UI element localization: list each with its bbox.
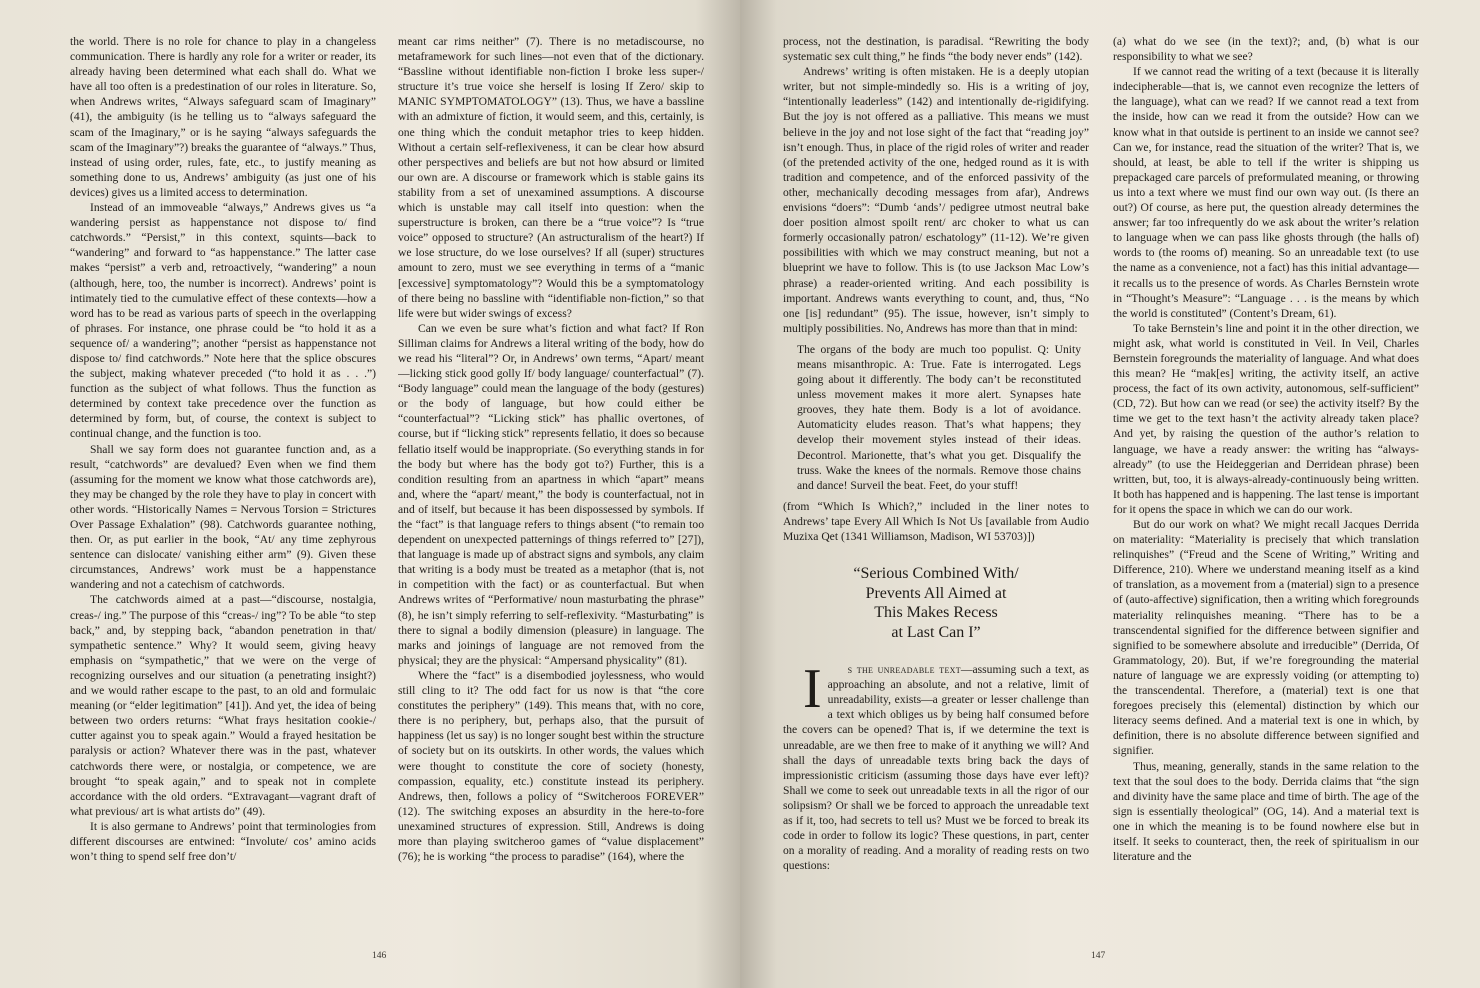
paragraph: To take Bernstein’s line and point it in the other direction, we might ask, what world is constituted in Veil. In Veil, Charles Bernstein foregrounds the materiality of language. And what does this mean? He “mak[es] writing, the activity itself, an active process, the fact of its own activity, autonomous, self-sufficient” (CD, 72). But how can we read (or see) the activity itself? By the time we get to the text hasn’t the activity already taken place? And yet, by raising the question of the author’s relation to language, we have a ready answer: the writing has “always-already” (to use the Heideggerian and Derridean phrase) been written, but, too, it is always-already-continuously being written. It both has happened and is happening. The last tense is important for it opens the space in which we can do our work. xyxy=(1113,321,1419,516)
paragraph: (a) what do we see (in the text)?; and, (b) what is our responsibility to what we see? xyxy=(1113,35,1419,64)
paragraph: It is also germane to Andrews’ point that terminologies from different discourses are entwined: “Involute/ cos’ amino acids won’t thing to spend self free don’t/ xyxy=(70,819,376,864)
paragraph: Shall we say form does not guarantee function and, as a result, “catchwords” are devalued? Even when we find them (assuming for the moment we know what those catchwords are), they may be changed by the role they have to play in concert with other words. “Historically Names = Nervous Torsion = Strictures Over Passage Exhalation” (98). Catchwords guarantee nothing, then. Or, as put earlier in the book, “At/ any time zephyrous sentence can dislocate/ vanishing either arm” (9). Given these circumstances, Andrews’ work must be a happenstance wandering and not a catechism of catchwords. xyxy=(70,442,376,592)
paragraph: Thus, meaning, generally, stands in the same relation to the text that the soul does to the body. Derrida claims that “the sign and divinity have the same place and time of birth. The age of the sign is essentially theological” (OG, 14). And a material text is one in which the meaning is to be found nowhere else but in itself. It seeks to counteract, then, the reek of spiritualism in our literature and the xyxy=(1113,759,1419,864)
lead-small-caps: s the unreadable text xyxy=(847,663,961,677)
paragraph: the world. There is no role for chance to play in a changeless communication. There is hardly any role for a writer or reader, its already having been determined what each shall do. What we have all too often is a predestination of our roles in literature. So, when Andrews writes, “Always safeguard scam of Imaginary” (41), the ambiguity (is he telling us to “always safeguard the scam of the Imaginary,” or is he saying “always safeguards the scam of the Imaginary”?) breaks the guarantee of “always.” Thus, instead of using order, rules, fate, etc., to justify meaning as something done to us, Andrews’ ambiguity (as just one of his devices) gives us a limited access to determination. xyxy=(70,35,376,199)
paragraph: meant car rims neither” (7). There is no metadiscourse, no metaframework for such lines—not even that of the dictionary. “Bassline without identifiable non-fiction I broke less super-/ structure it’s true voice she herself is losing If Zero/ skip to MANIC SYMPTOMATOLOGY” (13). Thus, we have a bassline with an admixture of fiction, it would seem, and this, certainly, is one thing which the conduit metaphor tries to keep hidden. Without a certain self-reflexiveness, it can be clear how absurd other perspectives and beliefs are but not how absurd or limited our own are. A discourse or framework which is stable gains its stability from a set of unexamined assumptions. A discourse which is unstable may call itself into question: when the superstructure is broken, can there be a “true voice”? Is “true voice” opposed to structure? (An astructuralism of the heart?) If we lose structure, do we lose ourselves? If all (super) structures amount to zero, must we see everything in terms of a “manic [excessive] symptomatology”? Would this be a symptomatology of there being no bassline with “identifiable non-fiction,” so that life were but wider swings of excess? xyxy=(398,35,704,320)
page-number: 146 xyxy=(372,951,387,961)
section-heading-line: Prevents All Aimed at xyxy=(865,584,1007,602)
paragraph: Where the “fact” is a disembodied joylessness, who would still cling to it? The odd fact for us now is that “the core constitutes the periphery” (149). This means that, with no core, there is no periphery, but, perhaps also, that the pursuit of happiness (let us say) is no longer sought best within the structure of society but on its outskirts. In other words, the values which were thought to constitute the core of society (honesty, compassion, equality, etc.) constitute instead its periphery. Andrews, then, follows a policy of “Switcheroos FOREVER” (12). The switching exposes an absurdity in the here-to-fore unexamined structures of expression. Still, Andrews is doing more than playing switcheroo games of “value displacement” (76); he is working “the process to paradise” (164), where the xyxy=(398,668,704,864)
paragraph: The catchwords aimed at a past—“discourse, nostalgia, creas-/ ing.” The purpose of this “creas-/ ing”? To be able “to step back,” and, by stepping back, “abandon penetration in that/ sympathetic sentence.” Why? It would seem, giving heavy emphasis on “sympathetic,” that we were on the verge of recognizing ourselves and our situation (a penetrating insight?) and we would rather escape to the past, to an old and formulaic meaning (or “elder legitimation” [41]). And yet, the idea of being between two orders returns: “What frays hesitation cookie-/ cutter against you to speak again.” Would a frayed hesitation be paralysis or action? Whatever there was in the past, whatever catchwords there were, or nostalgia, or competence, we are brought “to speak again,” and to speak not in complete accordance with the old orders. “Extravagant—vagrant draft of what previous/ art is what artists do” (49). xyxy=(70,593,376,818)
section-heading-line: “Serious Combined With/ xyxy=(853,565,1019,583)
paragraph: Instead of an immoveable “always,” Andrews gives us “a wandering persist as happenstance not dispose to/ find catchwords.” “Persist,” in this context, squints—back to “wandering” and forward to “as happenstance.” The latter case makes “persist” a verb and, retroactively, “wandering” a noun (although, here, too, the number is incorrect). Andrews’ point is intimately tied to the cumulative effect of these contexts—how a word has to be read as various parts of speech in the overlapping of phrases. For instance, one phrase could be “to hold it as a sequence of/ a wandering”; another “persist as happenstance not dispose to/ find catchwords.” Note here that the splice obscures the subject, making whatever preceded (“to hold it as . . .”) function as the subject of what follows. Thus the function as determined by context take precedence over the function as determined by form, but, of course, the context is subject to continual change, and the function is too. xyxy=(70,201,376,441)
paragraph: Can we even be sure what’s fiction and what fact? If Ron Silliman claims for Andrews a literal writing of the body, how do we read his “literal”? Or, in Andrews’ own terms, “Apart/ meant —licking stick good golly If/ body language/ counterfactual” (7). “Body language” could mean the language of the body (gestures) or the body of language, but how could either be “counterfactual”? “Licking stick” has phallic overtones, of course, but if “licking stick” represents fellatio, it does so because fellatio itself would be inappropriate. (So everything stands in for the body but where has the body got to?) Further, this is a condition resulting from an apartness in which “apart” means and, where the “apart/ meant,” the body is counterfactual, not in and of itself, but because it has been dispossessed by symbols. If the “fact” is that language refers to things absent (“to remain too dependent on unexpected patternings of things referred to” [27]), that language is made up of abstract signs and symbols, any claim that writing is a body must be treated as a metaphor (that is, not in competition with the fact) or as counterfactual. But when Andrews writes of “Performative/ noun masturbating the phrase” (8), he isn’t simply referring to self-reflexivity. “Masturbating” is there to signal a bodily dimension (pleasure) in language. The marks and joinings of language are not removed from the physical; they are the physical: “Ampersand physicality” (81). xyxy=(398,321,704,667)
block-quote: The organs of the body are much too populist. Q: Unity means misanthropic. A: True. Fate is interrogated. Legs going about it differently. The body can’t be reconstituted unless movement makes it more alert. Synapses hate grooves, they hate them. Body is a lot of avoidance. Automaticity eludes reason. That’s what happens; they develop their movement styles instead of their ideas. Decontrol. Marionette, that’s what you get. Disqualify the truss. Wake the knees of the normals. Remove those chains and dance! Surveil the beat. Feet, do your stuff! xyxy=(797,342,1081,492)
right-page xyxy=(740,0,1480,988)
section-heading-line: This Makes Recess xyxy=(874,604,998,622)
right-page-column-1 xyxy=(783,34,1089,873)
paragraph: But do our work on what? We might recall Jacques Derrida on materiality: “Materiality is precisely that which translation relinquishes” (“Freud and the Scene of Writing,” Writing and Difference, 210). Where we understand meaning itself as a kind of translation, as a movement from a (material) sign to a presence of (auto-affective) signification, then a writing which foregrounds materiality relinquishes meaning. “There has to be a transcendental signified for the difference between signifier and signified to be somewhere absolute and irreducible” (Derrida, Of Grammatology, 20). But, if we’re foregrounding the material nature of language we are expressly voiding (or attempting to) the transcendental. Therefore, a (material) text is one that foregoes precisely this (elemental) distinction by which our literacy seems defined. And a material text is one in which, by definition, there is no absolute difference between signified and signifier. xyxy=(1113,518,1419,758)
paragraph-text: —assuming such a text, as approaching an absolute, and not a relative, limit of unreadability, exists—a greater or lesser challenge than a text which obliges us by being half consumed before the covers can be opened? That is, if we determine the text is unreadable, are we then free to make of it anything we will? And shall the days of unreadable texts bring back the days of impressionistic criticism (assuming those days have ever left)? Shall we come to seek out unreadable texts in all the rigor of our solipsism? Or shall we be forced to approach the unreadable text as if it, too, had secrets to tell us? Must we be forced to break its code in order to follow its logic? These questions, in part, center on a morality of reading. And a morality of reading rests on two questions: xyxy=(783,663,1089,873)
drop-cap: I xyxy=(803,658,822,721)
quote-source: (from “Which Is Which?,” included in the liner notes to Andrews’ tape Every All Which Is Not Us [available from Audio Muzixa Qet (1341 Williamson, Madison, WI 53703)]) xyxy=(783,499,1089,543)
left-page-column-2 xyxy=(398,34,704,864)
paragraph: Andrews’ writing is often mistaken. He is a deeply utopian writer, but not simple-mindedly so. His is a writing of joy, “intentionally leaderless” (142) and intentionally de-rigidifying. But the joy is not offered as a palliative. This means we must believe in the joy and not lose sight of the fact that “reading joy” isn’t enough. Thus, in place of the rigid roles of writer and reader (of the pretended activity of the one, hedged round as it is with tradition and competence, and of the enforced passivity of the other, mechanically decoding messages from afar), Andrews envisions “doers”: “Dumb ‘ands’/ pedigree utmost neutral bake doer position almost spoilt rent/ arc choker to what us can formerly occasionally patron/ eschatology” (11-12). We’re given possibilities with which we may construct meaning, but not a blueprint we have to follow. This is (to use Jackson Mac Low’s phrase) a reader-oriented writing. And each possibility is important. Andrews wants everything to count, and, thus, “No one [is] redundant” (95). The issue, however, isn’t simply to multiply possibilities. No, Andrews has more than that in mind: xyxy=(783,65,1089,335)
left-page-column-1 xyxy=(70,34,376,864)
paragraph: If we cannot read the writing of a text (because it is literally indecipherable—that is, we cannot even recognize the letters of the language), what can we read? If we cannot read a text from the inside, how can we read it from the outside? How can we know what in that outside is pertinent to an inside we cannot see? Can we, for instance, read the situation of the writer? That is, we should, at least, be able to tell if the writer is shipping us prepackaged care parcels of preformulated meaning, or throwing us into a text where we must find our own way out. (Is there an out?) Of course, as here put, the question already determines the answer; far too infrequently do we ask about the writer’s relation to language when we can pass like ghosts through (the halls of) words to (the rooms of) meaning. So an unreadable text (to use the name as a convenience, not a fact) has this initial advantage—it recalls us to the presence of words. As Charles Bernstein wrote in “Thought’s Measure”: “Language . . . is the means by which the world is constituted” (Content’s Dream, 61). xyxy=(1113,65,1419,320)
right-page-column-2 xyxy=(1113,34,1419,864)
section-opening-paragraph xyxy=(783,658,1089,873)
paragraph: process, not the destination, is paradisal. “Rewriting the body systematic sex cult thing,” he finds “the body never ends” (142). xyxy=(783,35,1089,64)
page-number: 147 xyxy=(1091,951,1106,961)
section-heading xyxy=(783,564,1089,642)
section-heading-line: at Last Can I” xyxy=(891,623,981,641)
